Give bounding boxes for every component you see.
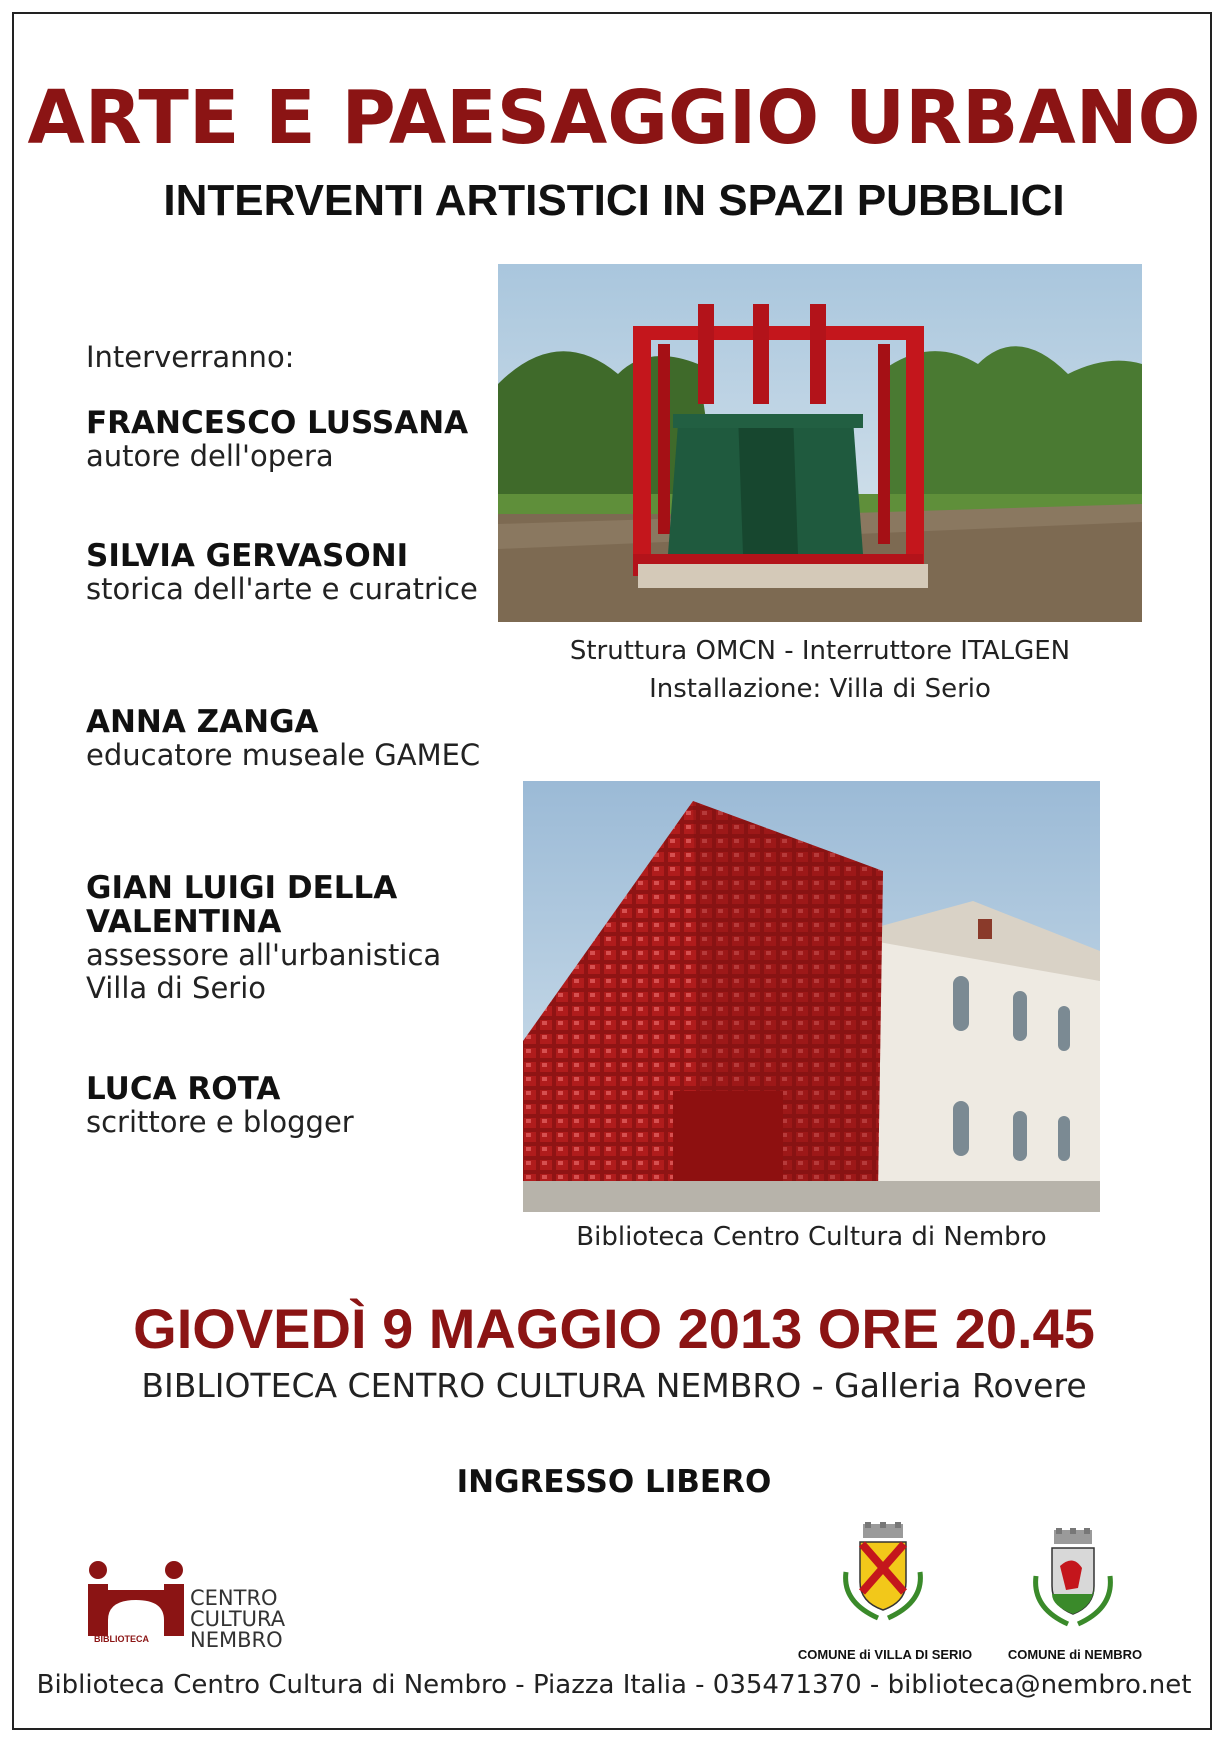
nembro-label: COMUNE di NEMBRO	[1007, 1647, 1143, 1662]
event-venue: BIBLIOTECA CENTRO CULTURA NEMBRO - Galleria Rovere	[141, 1366, 1087, 1405]
installation-illustration	[498, 264, 1142, 622]
speaker-name: ANNA ZANGA	[86, 704, 319, 740]
installation-caption	[498, 632, 1142, 708]
speaker-role: educatore museale GAMEC	[86, 738, 481, 772]
speakers-intro: Interverranno:	[86, 340, 295, 374]
library-photo	[523, 781, 1100, 1212]
centro-cultura-logo	[86, 1556, 186, 1646]
installation-photo	[498, 264, 1142, 622]
coat-of-arms-icon	[838, 1522, 928, 1622]
speaker-name: SILVIA GERVASONI	[86, 538, 409, 574]
speaker-role-cont: Villa di Serio	[86, 971, 267, 1005]
logo-line2: CULTURA	[190, 1607, 286, 1631]
speaker-zanga	[86, 705, 480, 772]
speaker-lussana	[86, 406, 468, 473]
library-illustration	[523, 781, 1100, 1212]
speaker-della-valentina	[86, 871, 441, 1005]
logo-line3: NEMBRO	[190, 1628, 283, 1652]
library-logo-icon	[86, 1556, 186, 1646]
villa-di-serio-coat	[838, 1522, 928, 1622]
installation-caption-line2: Installazione: Villa di Serio	[649, 674, 991, 704]
event-date: GIOVEDÌ 9 MAGGIO 2013 ORE 20.45	[133, 1297, 1095, 1360]
logo-line1: CENTRO	[190, 1586, 278, 1610]
speaker-name: GIAN LUIGI DELLA	[86, 870, 398, 906]
speaker-rota	[86, 1072, 354, 1139]
speaker-gervasoni	[86, 539, 478, 606]
speaker-name-cont: VALENTINA	[86, 904, 282, 940]
logo-wordmark	[190, 1588, 285, 1651]
speaker-role: storica dell'arte e curatrice	[86, 572, 478, 606]
coat-of-arms-icon	[1030, 1528, 1116, 1628]
speaker-role: scrittore e blogger	[86, 1105, 354, 1139]
speaker-name: LUCA ROTA	[86, 1071, 281, 1107]
poster-subtitle: INTERVENTI ARTISTICI IN SPAZI PUBBLICI	[163, 176, 1065, 225]
speaker-role: autore dell'opera	[86, 439, 334, 473]
library-caption: Biblioteca Centro Cultura di Nembro	[576, 1222, 1047, 1252]
footer-contacts: Biblioteca Centro Cultura di Nembro - Piazza Italia - 035471370 - biblioteca@nembro.net	[36, 1670, 1192, 1700]
free-entry-label: INGRESSO LIBERO	[456, 1464, 772, 1500]
nembro-coat	[1030, 1528, 1116, 1628]
logo-small-label: BIBLIOTECA	[94, 1634, 149, 1644]
villa-di-serio-label: COMUNE di VILLA DI SERIO	[797, 1647, 973, 1662]
speaker-name: FRANCESCO LUSSANA	[86, 405, 469, 441]
poster-title: ARTE E PAESAGGIO URBANO	[27, 75, 1201, 161]
installation-caption-line1: Struttura OMCN - Interruttore ITALGEN	[569, 636, 1071, 666]
speaker-role: assessore all'urbanistica	[86, 938, 442, 972]
